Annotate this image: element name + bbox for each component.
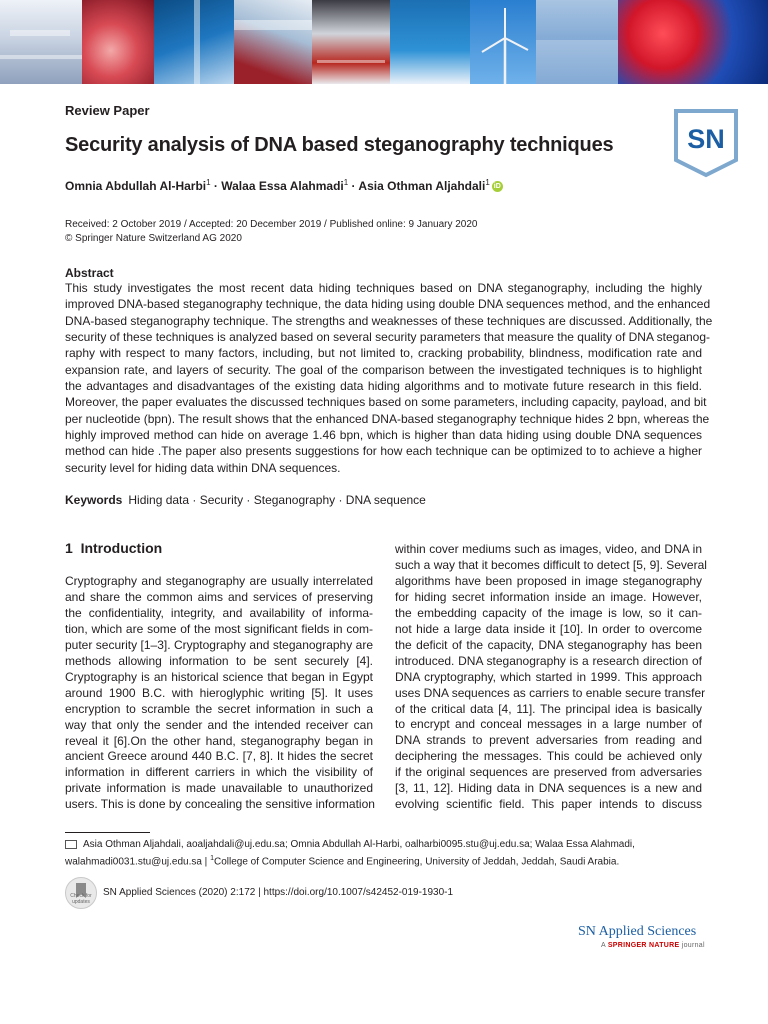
body-line: methods allowing information to be sent securely [4]. [65, 653, 373, 668]
author-name: Omnia Abdullah Al-Harbi [65, 179, 207, 193]
body-line: of the critical data [4, 11]. The principal idea is basically [395, 701, 702, 716]
check-for-updates-label: Check for updates [70, 893, 92, 905]
banner-image [390, 0, 470, 84]
affiliation-marker: 1 [485, 178, 490, 187]
body-line: users. This is done by concealing the sensitive information [65, 797, 375, 812]
body-line: within cover mediums such as images, video, and DNA in [395, 542, 702, 556]
abstract-line: improved DNA-based steganography technique, the data hiding using double DNA sequences method, and the enhanced [65, 297, 711, 312]
publication-dates [65, 218, 478, 246]
keywords-label: Keywords [65, 493, 123, 507]
body-line: encryption to scramble the secret information in such a [65, 701, 373, 716]
banner-image [618, 0, 768, 84]
abstract-heading: Abstract [65, 266, 114, 280]
body-line: and share the common aims and services of preserving [65, 589, 373, 604]
body-line: such a way that it becomes difficult to detect [5, 9]. Several [395, 557, 707, 572]
body-line: Cryptography is an historical science that began in Egypt [65, 669, 373, 684]
abstract-line: expansion rate, and layers of security. The goal of the comparison between the investigated techniques is to highlight [65, 362, 702, 377]
abstract-line: raphy with respect to many factors, including, but not limited to, cracking probability, blindness, modification rate and [65, 346, 702, 361]
abstract-line: security of these techniques is analyzed based on several security parameters that measure the quality of DNA steganog- [65, 330, 711, 345]
body-line: the deficit of the capacity, DNA steganography has been [395, 637, 702, 652]
body-line: not hide a large data inside it [10]. In order to overcome [395, 621, 702, 636]
body-line: reveal it [6].On the other hand, steganography began in [65, 733, 373, 748]
footnote-email: walahmadi0031.stu@uj.edu.sa | [65, 856, 211, 868]
affiliation-marker: 1 [210, 855, 214, 862]
paper-title: Security analysis of DNA based steganography techniques [65, 134, 614, 156]
keywords-text: Hiding data · Security · Steganography · DNA sequence [128, 493, 426, 507]
abstract-line: per nucleotide (bpn). The result shows that the enhanced DNA-based steganography technique hides 2 bpn, whereas the [65, 411, 710, 426]
banner-image [82, 0, 154, 84]
abstract-line: Moreover, the paper evaluates the discussed techniques based on some parameters, including capacity, payload, and bit [65, 395, 707, 410]
body-line: algorithms have been proposed in image steganography [395, 573, 702, 588]
banner-image [154, 0, 234, 84]
body-line: introduced. DNA steganography is a research direction of [395, 653, 702, 668]
banner-image [470, 0, 536, 84]
body-line: information in different carriers in which the visibility of [65, 765, 373, 780]
body-line: private information is made unavailable to unauthorized [65, 781, 373, 796]
body-line: [3, 11, 12]. Hiding data in DNA sequences is a new and [395, 781, 702, 796]
header-banner [0, 0, 768, 84]
body-line: deciphering the messages. This could be achieved only [395, 749, 702, 764]
envelope-icon [65, 840, 77, 849]
body-line: for hiding secret information inside an image. However, [395, 589, 702, 604]
author-list [65, 178, 503, 193]
author-name: Walaa Essa Alahmadi [221, 179, 344, 193]
body-line: ancient Greece around 440 B.C. [7, 8]. It hides the secret [65, 749, 373, 764]
body-line: DNA cryptography, which started in 1999. This approach [395, 669, 702, 684]
copyright-line: © Springer Nature Switzerland AG 2020 [65, 233, 242, 244]
affiliation-marker: 1 [343, 178, 349, 187]
sn-logo-icon [673, 108, 739, 178]
body-line: the embedding capacity of the image is low, so it can- [395, 605, 702, 620]
dates-line: Received: 2 October 2019 / Accepted: 20 December 2019 / Published online: 9 January 2020 [65, 219, 478, 230]
body-column-left [65, 574, 373, 813]
footnote-divider [65, 832, 150, 833]
body-line: the confidentiality, integrity, and availability of informa- [65, 605, 373, 620]
body-line: around 1900 B.C. with hieroglyphic writing [5]. It uses [65, 685, 373, 700]
body-line: Cryptography and steganography are usually interrelated [65, 574, 373, 588]
footnote [65, 838, 635, 869]
footnote-contacts: Asia Othman Aljahdali, aoaljahdali@uj.edu.sa; Omnia Abdullah Al-Harbi, oalharbi0095.stu@uj.edu.sa; Walaa Essa Alahmadi, [83, 839, 635, 850]
orcid-icon[interactable]: iD [493, 183, 501, 191]
banner-image [536, 0, 618, 84]
body-line: evolving scientific field. This paper intends to discuss [395, 797, 702, 812]
journal-name: SN Applied Sciences [578, 924, 697, 939]
body-column-right [395, 542, 707, 813]
publisher-brand: SPRINGER NATURE [607, 942, 680, 949]
wind-turbine-icon [470, 0, 536, 84]
body-line: if the original sequences are preserved from adversaries [395, 765, 702, 780]
review-type: Review Paper [65, 103, 150, 118]
badge-text: SN [687, 124, 725, 154]
body-line: DNA strands to prevent adversaries from reading and [395, 733, 702, 748]
body-line: tion, which are some of the most significant fields in com- [65, 621, 373, 636]
body-line: to encrypt and conceal messages in a large number of [395, 717, 702, 732]
body-line: uses DNA sequences as carriers to enable secure transfer [395, 685, 706, 700]
abstract-line: security level for hiding data within DNA sequences. [65, 460, 341, 475]
abstract-body [65, 280, 713, 476]
journal-publisher [601, 942, 705, 949]
author-separator: · [348, 179, 359, 193]
banner-image [312, 0, 390, 84]
abstract-line: DNA-based steganography technique. The strengths and weaknesses of these techniques are discussed. Additionally, the [65, 313, 713, 328]
body-line: way that only the sender and the intended receiver can [65, 717, 373, 732]
affiliation-marker: 1 [206, 178, 211, 187]
banner-image [234, 0, 312, 84]
section-heading: 1 Introduction [65, 540, 163, 556]
author-separator: · [210, 179, 222, 193]
banner-image [0, 0, 82, 84]
keywords [65, 493, 426, 507]
abstract-line: method can hide .The paper also presents suggestions for how each technique can be optimized to to achieve a higher [65, 444, 702, 459]
abstract-line: This study investigates the most recent data hiding techniques based on DNA steganography, including the highly [65, 281, 702, 295]
publisher-prefix: A [601, 942, 608, 949]
publisher-suffix: journal [679, 942, 705, 949]
body-line: puter security [1–3]. Cryptography and steganography are [65, 637, 373, 652]
citation-line[interactable]: SN Applied Sciences (2020) 2:172 | https://doi.org/10.1007/s42452-019-1930-1 [103, 887, 454, 898]
affiliation-text: College of Computer Science and Engineering, University of Jeddah, Jeddah, Saudi Arabia. [213, 856, 620, 868]
abstract-line: the advantages and disadvantages of the existing data hiding algorithms and to motivate future research in this field. [65, 379, 702, 394]
author-name: Asia Othman Aljahdali [358, 179, 486, 193]
abstract-line: highly improved method can hide on average 1.46 bpn, which is higher than data hiding using double DNA sequences [65, 428, 702, 443]
